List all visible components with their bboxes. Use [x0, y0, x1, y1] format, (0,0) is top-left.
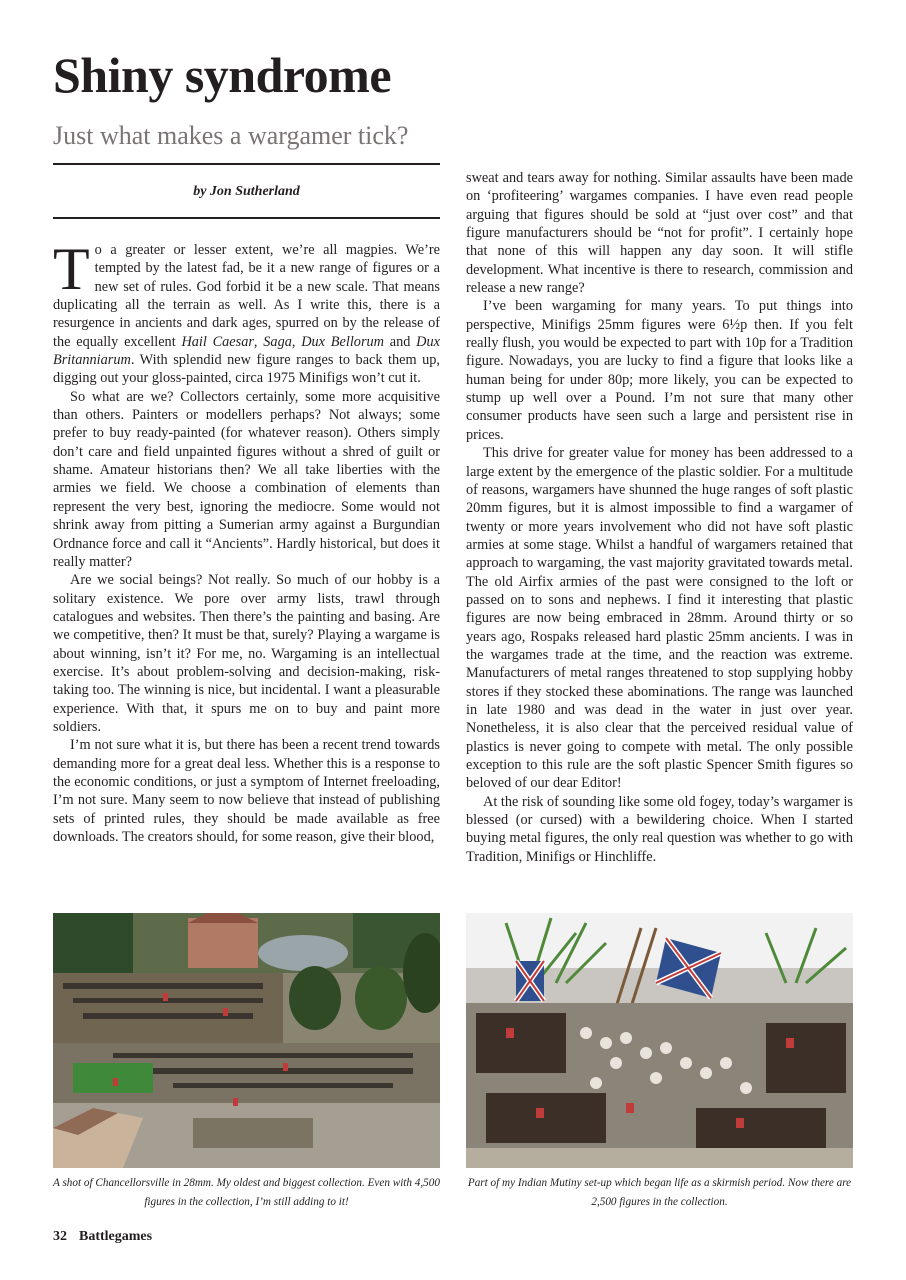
paragraph-4-continued: sweat and tears away for nothing. Similar assaults have been made on ‘profiteering’ wargames companies. I have even read people arguing that figures should be sold at “just over cost” and that figure manufacturers should be “not for profit”. I certainly hope that none of this will happen any day soon. It will stifle development. What incentive is there to research, commission and release a new range? [466, 170, 853, 297]
byline-bottom-rule [53, 217, 440, 219]
chancellorsville-caption: A shot of Chancellorsville in 28mm. My oldest and biggest collection. Even with 4,500 figures in the collection, I’m still adding to it! [53, 1177, 440, 1208]
indian-mutiny-photo [466, 913, 853, 1168]
indian-mutiny-caption: Part of my Indian Mutiny set-up which began life as a skirmish period. Now there are 2,500 figures in the collection. [467, 1177, 852, 1208]
paragraph-7: At the risk of sounding like some old fogey, today’s wargamer is blessed (or cursed) with a bewildering choice. When I started buying metal figures, the only real question was whether to go with Tradition, Minifigs or Hinchliffe. [466, 793, 853, 865]
article-subtitle: Just what makes a wargamer tick? [53, 121, 409, 150]
paragraph-2: So what are we? Collectors certainly, some more acquisitive than others. Painters or modellers perhaps? Not always; some prefer to buy ready-painted (for whatever reason). Others simply don’t care and field unpainted figures without a shred of guilt or shame. Amateur historians then? We all take liberties with the armies we field. We choose a combination of elements than represent the very best, ignoring the mediocre. Some would not shrink away from pitting a Sumerian army against a Burgundian Ordnance force and call it “Ancients”. Hardly historical, but does it really matter? [53, 388, 440, 570]
magazine-name: Battlegames [79, 1229, 153, 1244]
article-title: Shiny syndrome [53, 47, 392, 103]
paragraph-6: This drive for greater value for money has been addressed to a large extent by the emergence of the plastic soldier. For a multitude of reasons, wargamers have shunned the huge ranges of soft plastic 20mm figures, but it is almost impossible to find a wargamer of twenty or more years involvement who did not have soft plastic armies at some stage. Whilst a handful of wargamers retained that approach to wargaming, the vast majority gravitated towards metal. The old Airfix armies of the past were consigned to the loft or passed on to sons and nephews. I find it interesting that plastic figures are now being embraced in 28mm. Around thirty or so years ago, Rospaks released hard plastic 25mm ancients. I was in the wargames trade at the time, and the reaction was extreme. Manufacturers of metal ranges threatened to stop supplying hobby stores if they stocked these abominations. The range was launched in late 1980 and was dead in the water in just over year. Nonetheless, it is also clear that the perceived residual value of plastics is never going to compete with metal. The only possible exception to this rule are the soft plastic Spencer Smith figures so beloved of our dear Editor! [466, 445, 853, 792]
paragraph-3: Are we social beings? Not really. So much of our hobby is a solitary existence. We pore over army lists, trawl through catalogues and websites. Then there’s the painting and basing. Are we competitive, then? It must be that, surely? Playing a wargame is about winning, isn’t it? For me, no. Wargaming is an intellectual exercise. It’s about problem-solving and decision-making, risk-taking too. The winning is nice, but incidental. I want a pleasurable experience. With that, it spurs me on to buy and paint more soldiers. [53, 572, 440, 735]
page-number: 32 [53, 1229, 67, 1244]
paragraph-4: I’m not sure what it is, but there has been a recent trend towards demanding more for a great deal less. Whether this is a response to the economic conditions, or just a symptom of Internet freeloading, I’m not sure. Many seem to now believe that instead of publishing sets of printed rules, they should be made available as free downloads. The creators should, for some reason, give their blood, [53, 737, 440, 845]
paragraph-5: I’ve been wargaming for many years. To put things into perspective, Minifigs 25mm figures were 6½p then. If you felt really flush, you would be expected to part with 10p for a Tradition figure. Nowadays, you are lucky to find a figure that looks like a human being for under 80p; more likely, you can be expected to stump up well over a Pound. I’m not sure that many other consumer products have seen such a large and persistent rise in prices. [466, 298, 853, 443]
right-column [466, 169, 853, 866]
left-column [53, 236, 440, 846]
drop-cap: T [53, 236, 90, 302]
paragraph-1: To a greater or lesser extent, we’re all magpies. We’re tempted by the latest fad, be it a new range of figures or a new set of rules. God forbid it be a new scale. That means duplicating all the terrain as well. As I write this, there is a resurgence in ancients and dark ages, spurred on by the release of the equally excellent Hail Caesar, Saga, Dux Bellorum and Dux Britanniarum. With splendid new figure ranges to back them up, digging out your gloss-painted, circa 1975 Minifigs won’t cut it. [53, 236, 440, 387]
byline: by Jon Sutherland [193, 184, 300, 199]
page-footer [53, 1227, 152, 1247]
byline-top-rule [53, 163, 440, 165]
chancellorsville-photo [53, 913, 440, 1168]
